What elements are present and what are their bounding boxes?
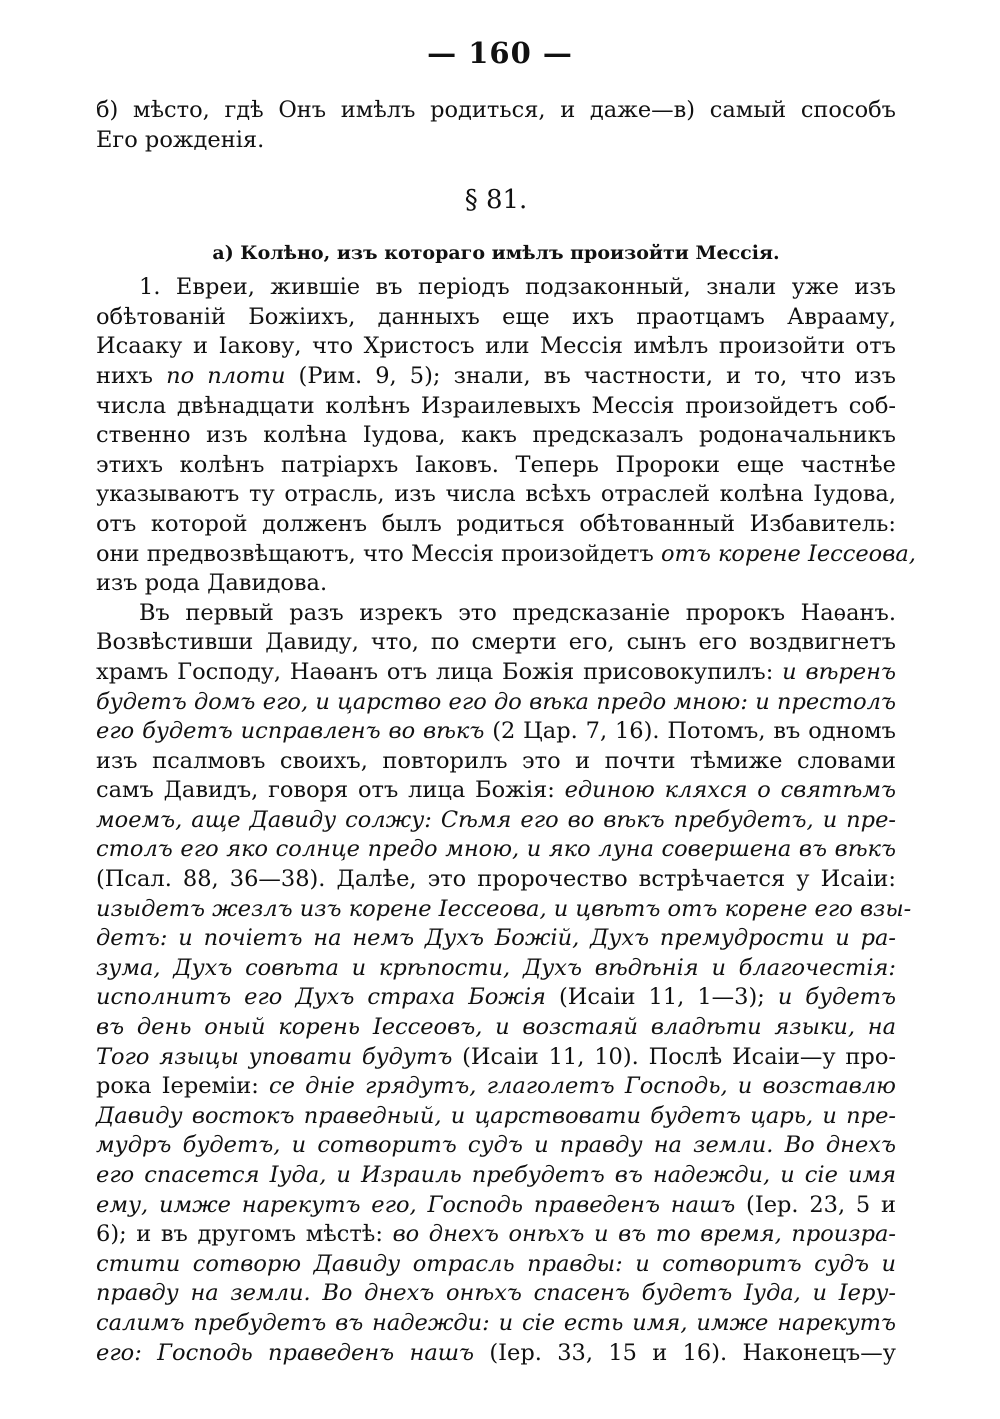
text-run: (Исаіи 11, 10). Послѣ Исаіи—у про- xyxy=(452,1043,896,1070)
text-run: Возвѣстивши Давиду, что, по смерти его, сынъ его воздвигнетъ xyxy=(96,629,896,656)
text-line xyxy=(96,954,896,984)
text-run: изъ рода Давидова. xyxy=(96,570,328,597)
text-run: 1. Евреи, жившіе въ періодъ подзаконный, знали уже изъ xyxy=(139,274,896,301)
page-number: — 160 — xyxy=(427,36,573,70)
italic-text-run: изыдетъ жезлъ изъ корене Іессеова, и цвѣтъ отъ корене его взы- xyxy=(96,895,912,922)
text-line xyxy=(96,1043,896,1073)
text-line xyxy=(96,392,896,422)
italic-text-run: салимъ пребудетъ въ надежди: и сіе есть имя, имже нарекутъ xyxy=(96,1309,896,1336)
section-heading: § 81. xyxy=(464,185,528,216)
text-line xyxy=(96,510,896,540)
text-line xyxy=(96,1339,896,1369)
text-run: обѣтованій Божіихъ, данныхъ еще ихъ праотцамъ Аврааму, xyxy=(96,303,896,330)
text-run: (2 Цар. 7, 16). Потомъ, въ одномъ xyxy=(484,718,896,745)
text-line xyxy=(96,1131,896,1161)
text-line xyxy=(96,540,916,570)
text-line xyxy=(96,1072,896,1102)
text-run: изъ псалмовъ своихъ, повторилъ это и почти тѣмиже словами xyxy=(96,747,896,774)
text-line xyxy=(96,658,896,688)
italic-text-run: его будетъ исправленъ во вѣкъ xyxy=(96,718,485,745)
text-line xyxy=(96,303,896,333)
text-run: 6); и въ другомъ мѣстѣ: xyxy=(96,1221,393,1248)
text-run: этихъ колѣнъ патріархъ Іаковъ. Теперь Пророки еще частнѣе xyxy=(96,451,896,478)
text-line xyxy=(96,332,896,362)
italic-text-run: единою кляхся о святѣмъ xyxy=(564,777,897,804)
text-line xyxy=(96,865,896,895)
text-line xyxy=(96,362,896,392)
text-line xyxy=(96,895,912,925)
text-run: б) мѣсто, гдѣ Онъ имѣлъ родиться, и даже—в) самый способъ xyxy=(96,97,896,123)
text-run: (Іер. 33, 15 и 16). Наконецъ—у xyxy=(474,1339,896,1366)
text-run: нихъ xyxy=(96,362,167,389)
text-line xyxy=(96,776,896,806)
italic-text-run: се дніе грядутъ, глаголетъ Господь, и возставлю xyxy=(269,1073,896,1100)
italic-text-run: во днехъ онѣхъ и въ то время, произра- xyxy=(392,1221,896,1248)
text-line xyxy=(96,717,896,747)
page-body xyxy=(96,96,916,1368)
text-run: рока Іереміи: xyxy=(96,1073,270,1100)
italic-text-run: его спасется Іуда, и Израиль пребудетъ въ надежди, и сіе имя xyxy=(96,1162,896,1188)
text-line xyxy=(96,806,896,836)
text-run: указываютъ ту отрасль, изъ числа всѣхъ отраслей колѣна Іудова, xyxy=(96,481,896,508)
italic-text-run: стити сотворю Давиду отрасль правды: и сотворитъ судъ и xyxy=(96,1250,896,1277)
text-run: они предвозвѣщаютъ, что Мессія произойдетъ xyxy=(96,540,661,567)
italic-text-run: по плоти xyxy=(166,362,286,389)
text-line xyxy=(96,599,896,629)
text-line xyxy=(96,1279,896,1309)
text-line xyxy=(96,1102,896,1132)
section-subheading: а) Колѣно, изъ котораго имѣлъ произойти Мессія. xyxy=(212,242,780,265)
italic-text-run: ему, имже нарекутъ его, Господь праведенъ нашъ xyxy=(96,1191,736,1218)
text-line xyxy=(96,1191,896,1221)
text-line xyxy=(96,835,896,865)
text-line xyxy=(96,924,896,954)
italic-text-run: отъ корене Іессеова, xyxy=(660,540,916,567)
text-run: (Исаіи 11, 1—3); xyxy=(545,984,778,1011)
text-line xyxy=(96,1013,896,1043)
text-line xyxy=(96,421,896,451)
text-run: отъ которой долженъ былъ родиться обѣтованный Избавитель: xyxy=(96,510,896,537)
italic-text-run: Того языцы уповати будутъ xyxy=(96,1043,453,1070)
italic-text-run: мудръ будетъ, и сотворитъ судъ и правду на земли. Во днехъ xyxy=(96,1132,896,1159)
italic-text-run: моемъ, аще Давиду солжу: Сѣмя его во вѣкъ пребудетъ, и пре- xyxy=(96,806,896,833)
text-line xyxy=(96,96,896,126)
italic-text-run: детъ: и почіетъ на немъ Духъ Божій, Духъ премудрости и ра- xyxy=(96,925,896,952)
italic-text-run: правду на земли. Во днехъ онѣхъ спасенъ будетъ Іуда, и Іеру- xyxy=(96,1280,896,1307)
text-line xyxy=(96,983,896,1013)
italic-text-run: въ день оный корень Іессеовъ, и возстаяй владѣти языки, на xyxy=(96,1014,896,1041)
text-line xyxy=(96,273,896,303)
italic-text-run: Давиду востокъ праведный, и царствовати будетъ царь, и пре- xyxy=(96,1102,896,1129)
italic-text-run: и вѣренъ xyxy=(782,658,896,685)
text-line xyxy=(96,747,896,777)
text-line xyxy=(96,1250,896,1280)
italic-text-run: будетъ домъ его, и царство его до вѣка предо мною: и престолъ xyxy=(96,688,896,715)
text-line xyxy=(96,1161,896,1191)
text-run: Его рожденія. xyxy=(96,126,265,153)
text-run: ственно изъ колѣна Іудова, какъ предсказалъ родоначальникъ xyxy=(96,422,896,449)
italic-text-run: зума, Духъ совѣта и крѣпости, Духъ вѣдѣнія и благочестія: xyxy=(96,954,896,981)
italic-text-run: и будетъ xyxy=(777,984,896,1011)
text-run: Въ первый разъ изрекъ это предсказаніе пророкъ Наѳанъ. xyxy=(139,599,896,626)
italic-text-run: исполнитъ его Духъ страха Божія xyxy=(96,984,546,1011)
italic-text-run: столъ его яко солнце предо мною, и яко луна совершена въ вѣкъ xyxy=(96,836,896,863)
text-line xyxy=(96,126,896,156)
text-line xyxy=(96,451,896,481)
text-run: храмъ Господу, Наѳанъ отъ лица Божія присовокупилъ: xyxy=(96,658,783,685)
text-line xyxy=(96,480,896,510)
text-line xyxy=(96,569,896,599)
text-line xyxy=(96,628,896,658)
text-line xyxy=(96,688,896,718)
text-line xyxy=(96,1309,896,1339)
text-run: числа двѣнадцати колѣнъ Израилевыхъ Мессія произойдетъ соб- xyxy=(96,392,896,419)
text-run: (Іер. 23, 5 и xyxy=(735,1191,896,1218)
text-run: самъ Давидъ, говоря отъ лица Божія: xyxy=(96,777,565,804)
italic-text-run: его: Господь праведенъ нашъ xyxy=(96,1339,475,1366)
text-line xyxy=(96,1220,896,1250)
text-run: Исааку и Іакову, что Христосъ или Мессія имѣлъ произойти отъ xyxy=(96,333,896,360)
text-run: (Рим. 9, 5); знали, въ частности, и то, что изъ xyxy=(285,362,896,389)
text-run: (Псал. 88, 36—38). Далѣе, это пророчество встрѣчается у Исаіи: xyxy=(96,866,896,893)
